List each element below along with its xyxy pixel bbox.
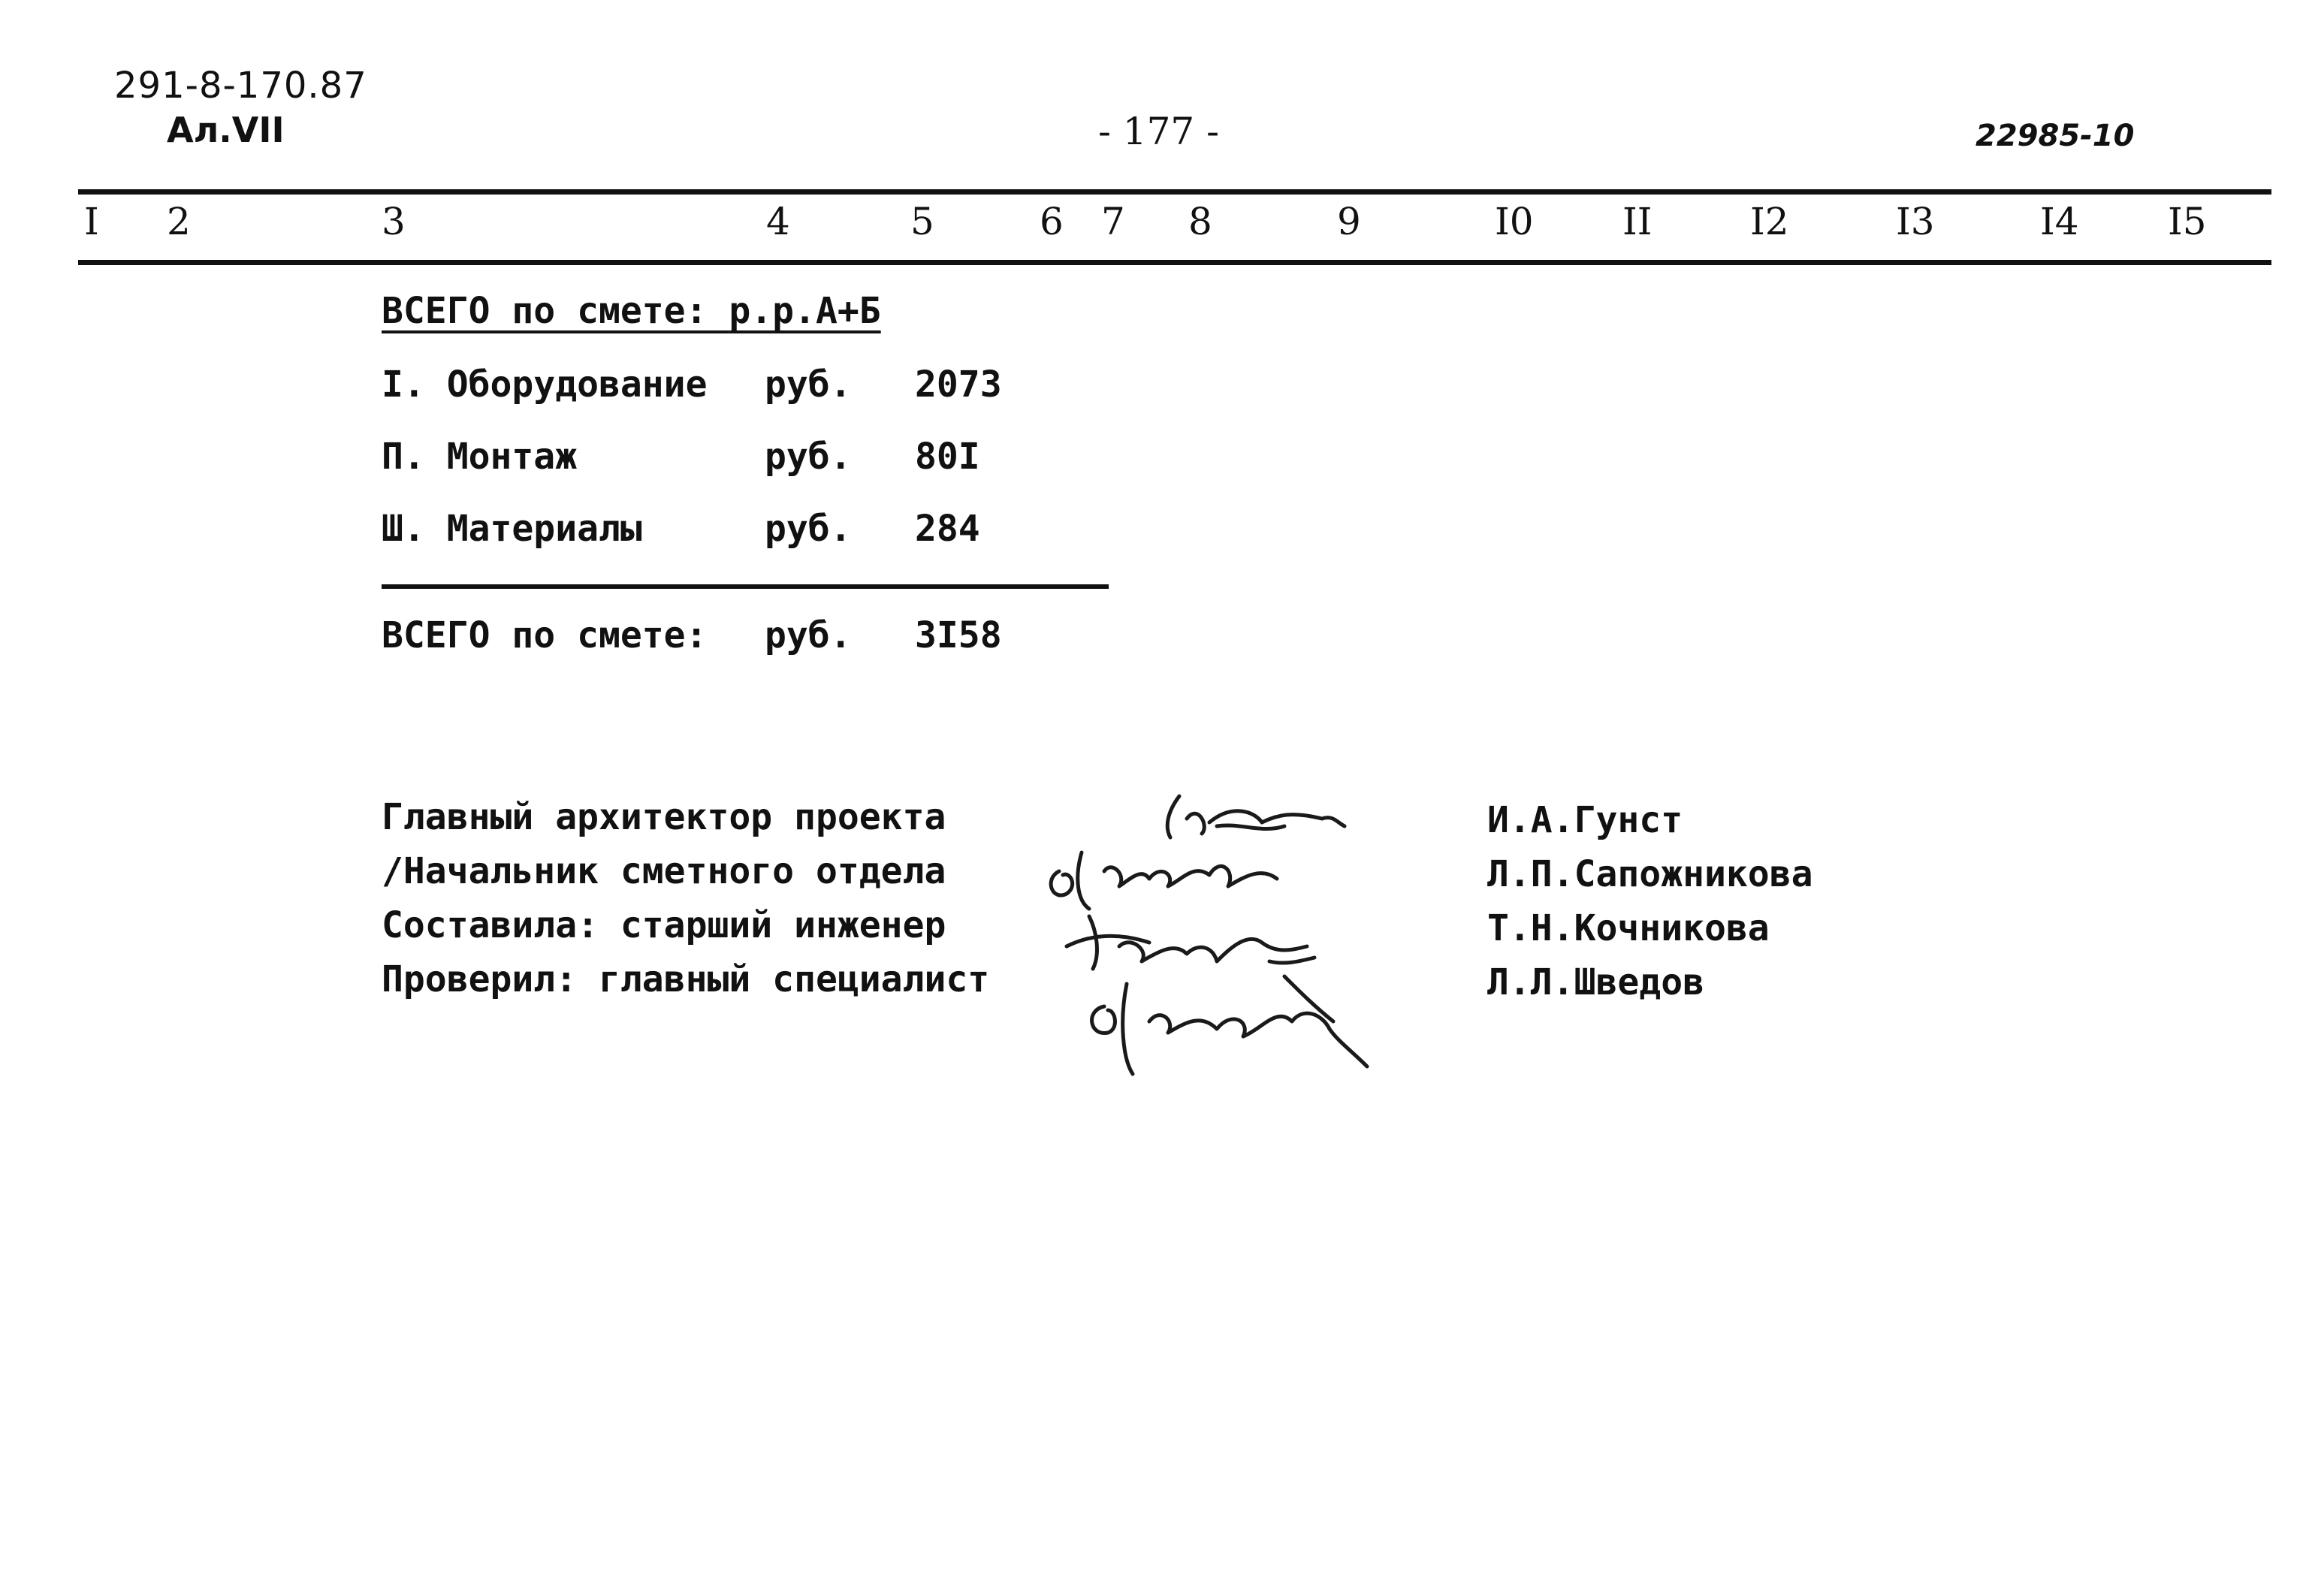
sheet-code: 22985-10 <box>1975 119 2135 153</box>
estimate-heading-suffix: р.р.А+Б <box>729 290 881 332</box>
item-value-materials: 284 <box>915 508 980 550</box>
estimate-heading-prefix: ВСЕГО по смете: <box>382 290 729 332</box>
total-value: 3I58 <box>915 614 1002 656</box>
signature-stroke-1 <box>1167 796 1345 837</box>
item-label-installation: П. Монтаж <box>382 436 578 478</box>
signature-name-estimates-head: Л.П.Сапожникова <box>1487 853 1813 895</box>
sum-rule <box>382 584 1109 589</box>
total-unit: руб. <box>765 614 852 656</box>
document-code: 291-8-170.87 <box>114 65 367 107</box>
signature-name-checker: Л.Л.Шведов <box>1487 961 1704 1003</box>
column-number-10: I0 <box>1495 200 1534 243</box>
column-number-8: 8 <box>1188 200 1212 243</box>
page-number: - 177 - <box>1098 110 1220 153</box>
column-number-12: I2 <box>1750 200 1789 243</box>
column-number-7: 7 <box>1101 200 1125 243</box>
column-number-11: II <box>1622 200 1653 243</box>
column-number-13: I3 <box>1896 200 1935 243</box>
column-number-5: 5 <box>910 200 934 243</box>
column-number-14: I4 <box>2040 200 2079 243</box>
signature-name-chief-architect: И.А.Гунст <box>1487 799 1683 841</box>
column-number-3: 3 <box>382 200 406 243</box>
signature-role-compiler: Составила: старший инженер <box>382 904 946 946</box>
signature-role-estimates-head: /Начальник сметного отдела <box>382 850 946 892</box>
column-number-6: 6 <box>1040 200 1064 243</box>
column-number-15: I5 <box>2168 200 2207 243</box>
total-label: ВСЕГО по смете: <box>382 614 708 656</box>
header-rule-bottom <box>78 260 2271 265</box>
signature-role-chief-architect: Главный архитектор проекта <box>382 796 946 838</box>
signature-name-compiler: Т.Н.Кочникова <box>1487 907 1770 949</box>
header-rule-top <box>78 189 2271 195</box>
album-number: Ал.VII <box>167 110 285 150</box>
column-number-9: 9 <box>1337 200 1361 243</box>
signature-stroke-3 <box>1067 916 1314 969</box>
signature-stroke-2 <box>1051 852 1277 909</box>
item-label-equipment: I. Оборудование <box>382 364 708 406</box>
item-unit-materials: руб. <box>765 508 852 550</box>
estimate-heading <box>382 290 881 332</box>
item-value-installation: 80I <box>915 436 980 478</box>
column-number-1: I <box>84 200 99 243</box>
column-number-4: 4 <box>766 200 790 243</box>
item-unit-installation: руб. <box>765 436 852 478</box>
handwritten-signatures <box>1037 781 1457 1082</box>
item-value-equipment: 2073 <box>915 364 1002 406</box>
column-number-2: 2 <box>167 200 191 243</box>
item-label-materials: Ш. Материалы <box>382 508 642 550</box>
signature-stroke-4 <box>1092 976 1367 1074</box>
item-unit-equipment: руб. <box>765 364 852 406</box>
signature-role-checker: Проверил: главный специалист <box>382 958 990 1000</box>
